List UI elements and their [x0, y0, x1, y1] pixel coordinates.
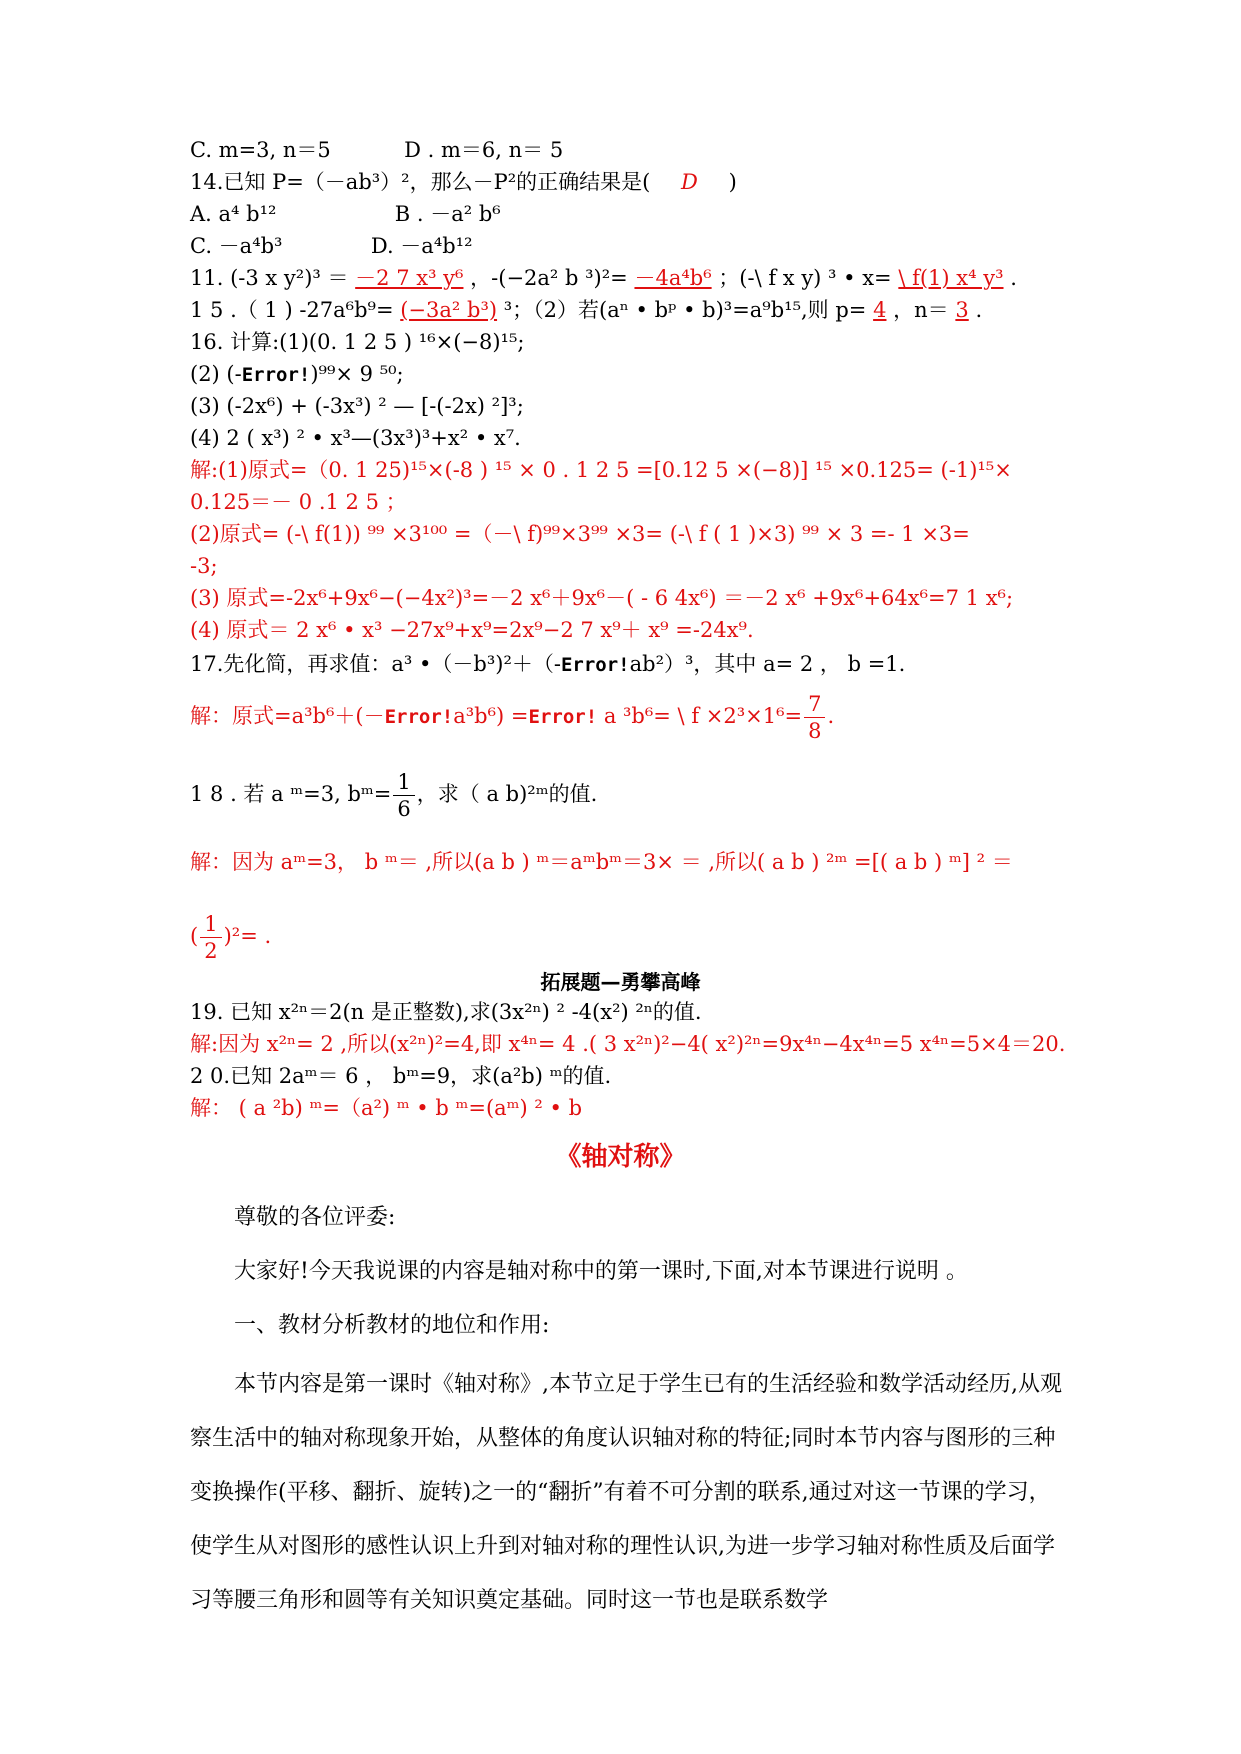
q16-part-3: (3) (-2x⁶) + (-3x³) ² — [-(-2x) ²]³;: [190, 394, 524, 418]
q16-part-2: [190, 360, 1066, 389]
q20-solution: 解： ( a ²b) ᵐ=（a²) ᵐ • b ᵐ=(aᵐ) ² • b: [190, 1096, 583, 1120]
q16-part-2-lead: (2) (-: [190, 362, 242, 386]
q15-mid: ³；（2）若(aⁿ • bᵖ • b)³=a⁹b¹⁵,则 p=: [503, 298, 867, 322]
fraction-denominator: 2: [204, 939, 218, 963]
q15-answer-1: (−3a² b³): [400, 298, 498, 322]
q18-stem-tail: ，求（ a b)²ᵐ的值.: [416, 782, 598, 806]
q13-option-d: D . m＝6, n＝ 5: [404, 138, 564, 162]
q17-solution-end: .: [827, 704, 835, 728]
q16-part-2-tail: )⁹⁹× 9 ⁵⁰;: [310, 362, 404, 386]
q16-solution-1a: 解:(1)原式=（0. 1 25)¹⁵×(-8 ) ¹⁵ × 0 . 1 2 5 =[0.12 5 ×(−8)] ¹⁵ ×0.125= (-1)¹⁵×: [190, 458, 1012, 482]
greeting-paragraph: 尊敬的各位评委:: [234, 1205, 396, 1230]
q19-stem: 19. 已知 x²ⁿ＝2(n 是正整数),求(3x²ⁿ) ² -4(x²) ²ⁿ的值.: [190, 1000, 702, 1024]
q11-mid-1: ，-(−2a² b ³)²=: [470, 266, 628, 290]
q17-solution-fraction: [804, 691, 825, 744]
q11-answer-2: －4a⁴b⁶: [634, 266, 712, 290]
q14-option-a: A. a⁴ b¹²: [190, 202, 277, 226]
q17-solution-tail: a ³b⁶= \ f ×2³×1⁶=: [597, 704, 803, 728]
q14-options-cd: [190, 232, 1066, 260]
q14-stem-text: 14.已知 P=（－ab³）²，那么－P²的正确结果是(: [190, 170, 651, 194]
lesson-title: 《轴对称》: [555, 1142, 686, 1172]
q15-end: .: [975, 298, 983, 322]
q17-stem-lead: 17.先化简，再求值：a³ •（－b³)²＋（-: [190, 652, 561, 676]
q14-close: ): [728, 170, 737, 194]
q17-solution: [190, 686, 1066, 750]
q16-part-2-error: Error!: [241, 364, 311, 386]
q14-options-ab: [190, 200, 1066, 228]
q18-solution: 解：因为 aᵐ=3， b ᵐ＝ ,所以(a b ) ᵐ＝aᵐbᵐ＝3× ＝ ,所以( a b ) ²ᵐ =[( a b ) ᵐ] ² ＝: [190, 850, 1013, 874]
q17-stem-error: Error!: [560, 654, 630, 676]
q11-lead: 11. (-3 x y²)³ ＝: [190, 266, 349, 290]
q16-solution-2b: -3;: [190, 554, 218, 578]
q18-stem-fraction: [393, 769, 414, 822]
q14-option-b: B . －a² b⁶: [394, 202, 501, 226]
q17-stem: [190, 650, 1066, 679]
q16-part-4: (4) 2 ( x³) ² • x³—(3x³)³+x² • x⁷.: [190, 426, 521, 450]
q17-solution-error-1: Error!: [384, 706, 454, 728]
q15-lead: 1 5 .（ 1 ) -27a⁶b⁹=: [190, 298, 394, 322]
q19-solution: 解:因为 x²ⁿ= 2 ,所以(x²ⁿ)²=4,即 x⁴ⁿ= 4 .( 3 x²ⁿ)²−4( x²)²ⁿ=9x⁴ⁿ−4x⁴ⁿ=5 x⁴ⁿ=5×4＝20.: [190, 1032, 1066, 1056]
q15: [190, 296, 1066, 324]
q18-stem-lead: 1 8 . 若 a ᵐ=3, bᵐ=: [190, 782, 392, 806]
q16-stem: 16. 计算:(1)(0. 1 2 5 ) ¹⁶×(−8)¹⁵;: [190, 330, 525, 354]
fraction-denominator: 8: [808, 719, 822, 743]
q18-solution-continued: ( $\frac{1}{2}$ )²= .: [190, 912, 272, 963]
q20-stem: 2 0.已知 2aᵐ＝ 6 ， bᵐ=9，求(a²b) ᵐ的值.: [190, 1064, 612, 1088]
intro-paragraph: 大家好!今天我说课的内容是轴对称中的第一课时,下面,对本节课进行说明 。: [234, 1259, 968, 1284]
q18-solution-fraction: [200, 911, 221, 964]
fraction-denominator: 6: [397, 797, 411, 821]
q11-mid-2: ；(-\ f x y) ³ • x=: [718, 266, 892, 290]
q16-solution-3: (3) 原式=-2x⁶+9x⁶−(−4x²)³=－2 x⁶＋9x⁶－( - 6 4x⁶) ＝－2 x⁶ +9x⁶+64x⁶=7 1 x⁶;: [190, 586, 1014, 610]
q11: [190, 264, 1066, 292]
q16-solution-1b: 0.125＝－ 0 .1 2 5 ；: [190, 490, 407, 514]
q16-solution-4: (4) 原式＝ 2 x⁶ • x³ −27x⁹+x⁹=2x⁹−2 7 x⁹＋ x⁹ =-24x⁹.: [190, 618, 754, 642]
q11-answer-1: －2 7 x³ y⁶: [355, 266, 464, 290]
q17-solution-error-2: Error!: [528, 706, 598, 728]
q18-solution-tail: )²= .: [223, 924, 272, 948]
fraction-numerator: 7: [804, 691, 825, 718]
q16-solution-2a: (2)原式= (-\ f(1)) ⁹⁹ ×3¹⁰⁰ =（－\ f)⁹⁹×3⁹⁹ ×3= (-\ f ( 1 )×3) ⁹⁹ × 3 =- 1 ×3=: [190, 522, 970, 546]
section-1-heading: 一、教材分析教材的地位和作用:: [234, 1313, 550, 1338]
q18-stem: [190, 764, 1066, 828]
q11-answer-3: \ f(1) x⁴ y³: [898, 266, 1004, 290]
q11-end: .: [1010, 266, 1017, 290]
q17-solution-lead: 解：原式=a³b⁶＋(－: [190, 704, 385, 728]
q13-options-cd: [190, 136, 1066, 164]
q15-answer-3: 3: [955, 298, 969, 322]
q14-option-d: D. －a⁴b¹²: [370, 234, 473, 258]
q15-answer-2: 4: [873, 298, 887, 322]
q17-stem-tail: ab²）³，其中 a= 2 ， b =1.: [629, 652, 906, 676]
q17-solution-mid: a³b⁶) =: [453, 704, 529, 728]
q13-option-c: C. m=3, n＝5: [190, 138, 331, 162]
body-paragraph: 本节内容是第一课时《轴对称》,本节立足于学生已有的生活经验和数学活动经历,从观察生活中的轴对称现象开始，从整体的角度认识轴对称的特征;同时本节内容与图形的三种变换操作(平移、翻折、旋转)之一的“翻折”有着不可分割的联系,通过对这一节课的学习，使学生从对图形的感性认识上升到对轴对称的理性认识,为进一步学习轴对称性质及后面学习等腰三角形和圆等有关知识奠定基础。同时这一节也是联系数学: [190, 1372, 1062, 1613]
fraction-numerator: 1: [200, 911, 221, 938]
section-heading: 拓展题—勇攀高峰: [540, 970, 701, 994]
q14-option-c: C. －a⁴b³: [190, 234, 283, 258]
q14-stem: [190, 168, 1066, 196]
q14-answer: D: [681, 170, 698, 194]
q15-mid-2: ，n＝: [893, 298, 949, 322]
fraction-numerator: 1: [393, 769, 414, 796]
